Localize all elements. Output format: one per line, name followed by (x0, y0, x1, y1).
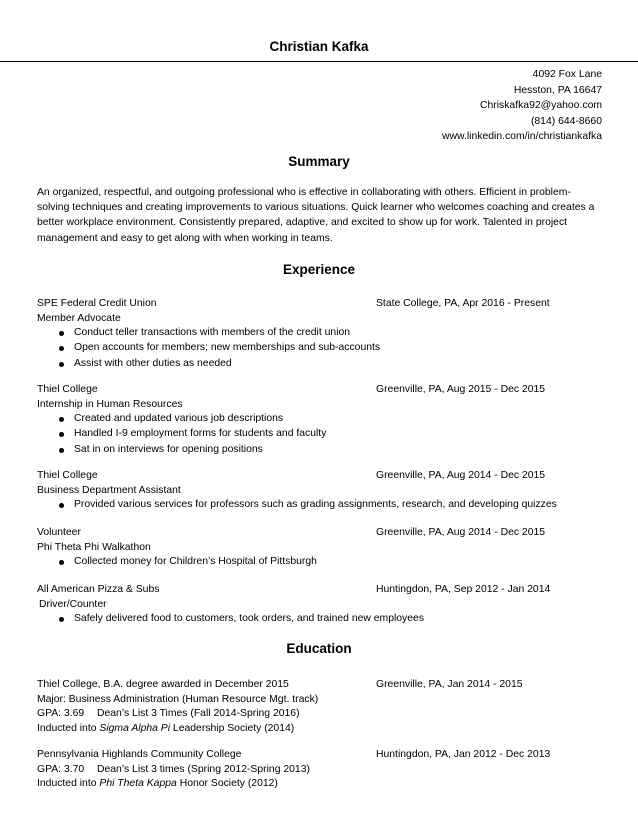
school-honor: Inducted into Sigma Alpha Pi Leadership Society (2014) (37, 722, 295, 734)
experience-heading: Experience (282, 262, 356, 277)
school-deans-list: Dean’s List 3 times (Spring 2012-Spring 2013) (97, 763, 310, 775)
contact-email: Chriskafka92@yahoo.com (479, 100, 602, 111)
school-gpa: GPA: 3.70 (37, 763, 85, 775)
school-name: Pennsylvania Highlands Community College (37, 749, 242, 760)
bullet-icon (59, 417, 64, 422)
job-role: Phi Theta Phi Walkathon (37, 541, 151, 553)
job-bullet: Conduct teller transactions with members of the credit union (37, 326, 602, 341)
resume-name: Christian Kafka (269, 39, 369, 54)
job-bullet: Sat in on interviews for opening positions (37, 443, 602, 458)
job-location-date: Greenville, PA, Aug 2014 - Dec 2015 (376, 527, 546, 538)
job-org: SPE Federal Credit Union (37, 298, 157, 309)
job-role: Driver/Counter (39, 598, 107, 610)
job-entry (37, 297, 602, 372)
contact-block (442, 67, 602, 145)
bullet-icon (59, 448, 64, 453)
header-divider (0, 61, 638, 62)
job-role: Internship in Human Resources (37, 398, 183, 410)
contact-linkedin: www.linkedin.com/in/christiankafka (442, 131, 602, 142)
job-bullet: Handled I-9 employment forms for students and faculty (37, 427, 602, 442)
job-org: Volunteer (37, 527, 81, 538)
job-entry (37, 383, 602, 458)
job-org: Thiel College (37, 470, 98, 481)
bullet-icon (59, 617, 64, 622)
school-major: Major: Business Administration (Human Resource Mgt. track) (37, 693, 319, 705)
bullet-icon (59, 432, 64, 437)
bullet-icon (59, 503, 64, 508)
school-location-date: Huntingdon, PA, Jan 2012 - Dec 2013 (376, 749, 551, 760)
job-bullet: Safely delivered food to customers, took orders, and trained new employees (37, 612, 602, 627)
job-entry (37, 583, 602, 627)
job-role: Business Department Assistant (37, 484, 181, 496)
school-deans-list: Dean’s List 3 Times (Fall 2014-Spring 2016) (97, 708, 300, 720)
job-entry (37, 469, 602, 513)
bullet-icon (59, 560, 64, 565)
bullet-icon (59, 362, 64, 367)
honor-society-name: Phi Theta Kappa (99, 778, 177, 790)
school-location-date: Greenville, PA, Jan 2014 - 2015 (376, 679, 523, 690)
job-bullet: Created and updated various job descriptions (37, 412, 602, 427)
school-gpa-line (37, 763, 602, 778)
school-honor: Inducted into Phi Theta Kappa Honor Society (2012) (37, 778, 278, 790)
education-entry (37, 748, 602, 792)
education-heading: Education (286, 641, 352, 656)
job-org: Thiel College (37, 384, 98, 395)
school-name: Thiel College, B.A. degree awarded in December 2015 (37, 679, 289, 690)
job-bullet: Open accounts for members; new memberships and sub-accounts (37, 341, 602, 356)
school-gpa-line (37, 707, 602, 722)
education-entry (37, 678, 602, 736)
summary-heading: Summary (288, 154, 350, 169)
job-entry (37, 526, 602, 570)
job-role: Member Advocate (37, 312, 121, 324)
job-location-date: Huntingdon, PA, Sep 2012 - Jan 2014 (376, 584, 551, 595)
bullet-icon (59, 331, 64, 336)
job-bullet: Provided various services for professors such as grading assignments, research, and developing quizzes (37, 498, 602, 513)
job-location-date: Greenville, PA, Aug 2014 - Dec 2015 (376, 470, 546, 481)
contact-phone: (814) 644-8660 (530, 115, 602, 127)
job-bullet: Collected money for Children’s Hospital of Pittsburgh (37, 555, 602, 570)
job-location-date: Greenville, PA, Aug 2015 - Dec 2015 (376, 384, 546, 395)
job-location-date: State College, PA, Apr 2016 - Present (376, 298, 550, 309)
job-org: All American Pizza & Subs (37, 584, 160, 595)
contact-city: Hesston, PA 16647 (513, 84, 602, 96)
summary-text: An organized, respectful, and outgoing professional who is effective in collaborating with others. Efficient in problem-solving techniques and creating improvements to various situations. Quick learner who welcomes coaching and creates a better workplace environment. Consistently prepared, adaptive, and excited to show up for work. Talented in project management and easy to get along with when working in teams. (37, 187, 595, 244)
contact-street: 4092 Fox Lane (532, 69, 602, 80)
honor-society-name: Sigma Alpha Pi (99, 722, 171, 734)
bullet-icon (59, 346, 64, 351)
school-gpa: GPA: 3.69 (37, 708, 85, 720)
job-bullet: Assist with other duties as needed (37, 357, 602, 372)
